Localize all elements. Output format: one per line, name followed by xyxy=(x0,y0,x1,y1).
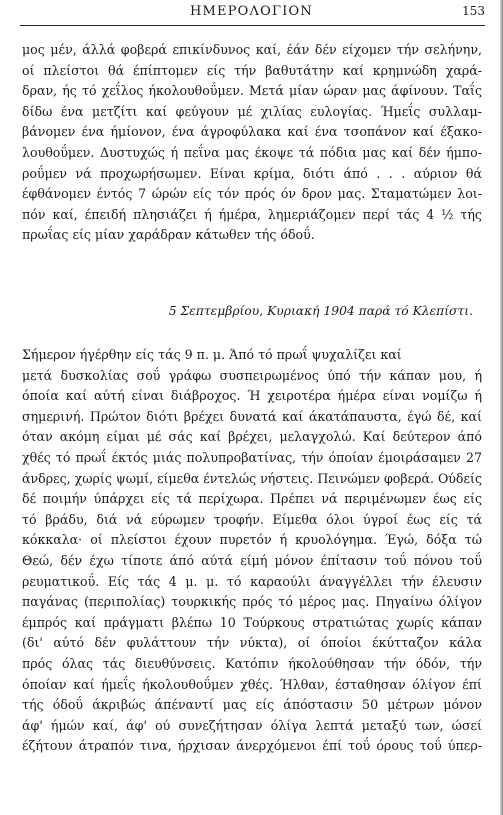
text-line: Σήμερον ήγέρθην είς τάς 9 π. μ. Άπό τό πρωΐ ψυχαλίζει καί xyxy=(22,347,402,362)
text-line: δραν, ής τό χεΐλος ήκολουθοΰμεν. Μετά μίαν ώραν μας άφίνουν. Ταΐς xyxy=(22,83,482,99)
text-line: σημερινή. Πρώτον διότι βρέχει δυνατά καί άκατάπαυστα, έγώ δέ, καί xyxy=(22,408,482,424)
text-line: ρευματικοΰ. Είς τάς 4 μ. μ. τό καραούλι άναγγέλλει τήν έλευσιν xyxy=(22,573,482,589)
text-line: λουθοΰμεν. Δυστυχώς ή πεΐνα μας έκοψε τά πόδια μας καί δέν ήμπο- xyxy=(22,144,482,160)
text-line: βάνομεν ένα ήμίονον, ένα άγροφύλακα καί ένα τσοπάνον καί έξακο- xyxy=(22,124,482,140)
text-line: πόν καί, έπειδή πλησιάζει ή ήμέρα, λημεριάζομεν περί τάς 4 ½ τής xyxy=(22,206,482,222)
text-line: (δι' αύτό δέν φυλάττουν τήν νύκτα), οί όποίοι έκύτταζον κάλα xyxy=(22,635,482,651)
text-line: τής όδοΰ άκριβώς άπέναντί μας είς άπόστασιν 50 μέτρων μόνον xyxy=(22,697,482,713)
text-line: άφ' ήμών καί, άφ' ού συνεζήτησαν όλίγα λεπτά μεταξύ των, ώσεί xyxy=(22,717,482,733)
text-line: χθές τό πρωΐ έκτός μιάς πολυπροβατίνας, τήν όποίαν έμοιράσαμεν 27 xyxy=(22,449,482,465)
diary-entry-body xyxy=(22,345,482,757)
text-line: κόκκαλα· οί πλείστοι έχουν πυρετόν ή κρυολόγημα. Έγώ, δόξα τώ xyxy=(22,532,482,548)
diary-entry-dateline: 5 Σεπτεμβρίου, Κυριακή 1904 παρά τό Κλεπίστι. xyxy=(168,304,473,318)
text-line: Θεώ, δέν έχω τίποτε άπό αύτά είμή μόνον έπίτασιν τοΰ πόνου τοΰ xyxy=(22,552,482,568)
header-rule xyxy=(20,25,485,26)
text-line: όταν ακόμη είμαι μέ σάς καί βρέχει, μελαγχολώ. Καί δεύτερον άπό xyxy=(22,429,482,445)
text-line: άνδρες, χωρίς ψωμί, είμεθα έντελώς νήστεις. Πεινώμεν φοβερά. Ούδείς xyxy=(22,470,482,486)
running-header-title: ΗΜΕΡΟΛΟΓΙΟΝ xyxy=(190,4,313,19)
text-line: έζήτουν άτραπόν τινα, ήρχισαν άνερχόμενοι έπί τοΰ όρους τοΰ ύπερ- xyxy=(22,738,482,754)
page-number: 153 xyxy=(462,4,485,18)
text-line: όποίαν καί ήμεΐς ήκολουθοΰμεν χθές. Ήλθαν, έσταθησαν όλίγον έπί xyxy=(22,676,482,692)
text-line: πρός όλας τάς διευθύνσεις. Κατόπιν ήκολούθησαν τήν όδόν, τήν xyxy=(22,655,482,671)
paragraph-continuation xyxy=(22,40,482,246)
text-line: όποία καί αύτή είναι διάβροχος. Ή χειροτέρα ήμέρα είναι νομίζω ή xyxy=(22,388,482,404)
text-line: δέ ποιμήν ύπάρχει είς τά περίχωρα. Πρέπει νά περιμένωμεν έως είς xyxy=(22,491,482,507)
text-line: έμπρός καί πράγματι βλέπω 10 Τούρκους στρατιώτας χωρίς κάπαν xyxy=(22,614,482,630)
text-line: πρωΐας είς μίαν χαράδραν κάτωθεν τής όδοΰ. xyxy=(22,227,315,243)
text-line: μος μέν, άλλά φοβερά επικίνδυνος καί, έάν δέν είχομεν τήν σελήνην, xyxy=(22,42,482,57)
text-line: παγάνας (περιπολίας) τουρκικής πρός τό μέρος μας. Πηγαίνω όλίγον xyxy=(22,594,482,610)
text-line: οί πλείστοι θά έπίπτομεν είς τήν βαθυτάτην καί κρημνώδη χαρά- xyxy=(22,62,482,78)
text-line: ροΰμεν νά προχωρήσωμεν. Είναι κρίμα, διότι άπό . . . αύριον θά xyxy=(22,165,482,181)
text-line: έφθάνομεν έντός 7 ώρών είς τόν πρός όν δρον μας. Σταματώμεν λοι- xyxy=(22,186,482,202)
text-line: δίδω ένα μετζίτι καί φεύγουν μέ χιλίας ευλογίας. Ήμεΐς συλλαμ- xyxy=(22,103,482,119)
text-line: μετά δυσκολίας σοΰ γράφω συσπειρωμένος ύπό τήν κάπαν μου, ή xyxy=(22,367,482,383)
text-line: τό βράδυ, διά νά εύρωμεν τροφήν. Είμεθα όλοι ύγροί έως είς τά xyxy=(22,511,482,527)
